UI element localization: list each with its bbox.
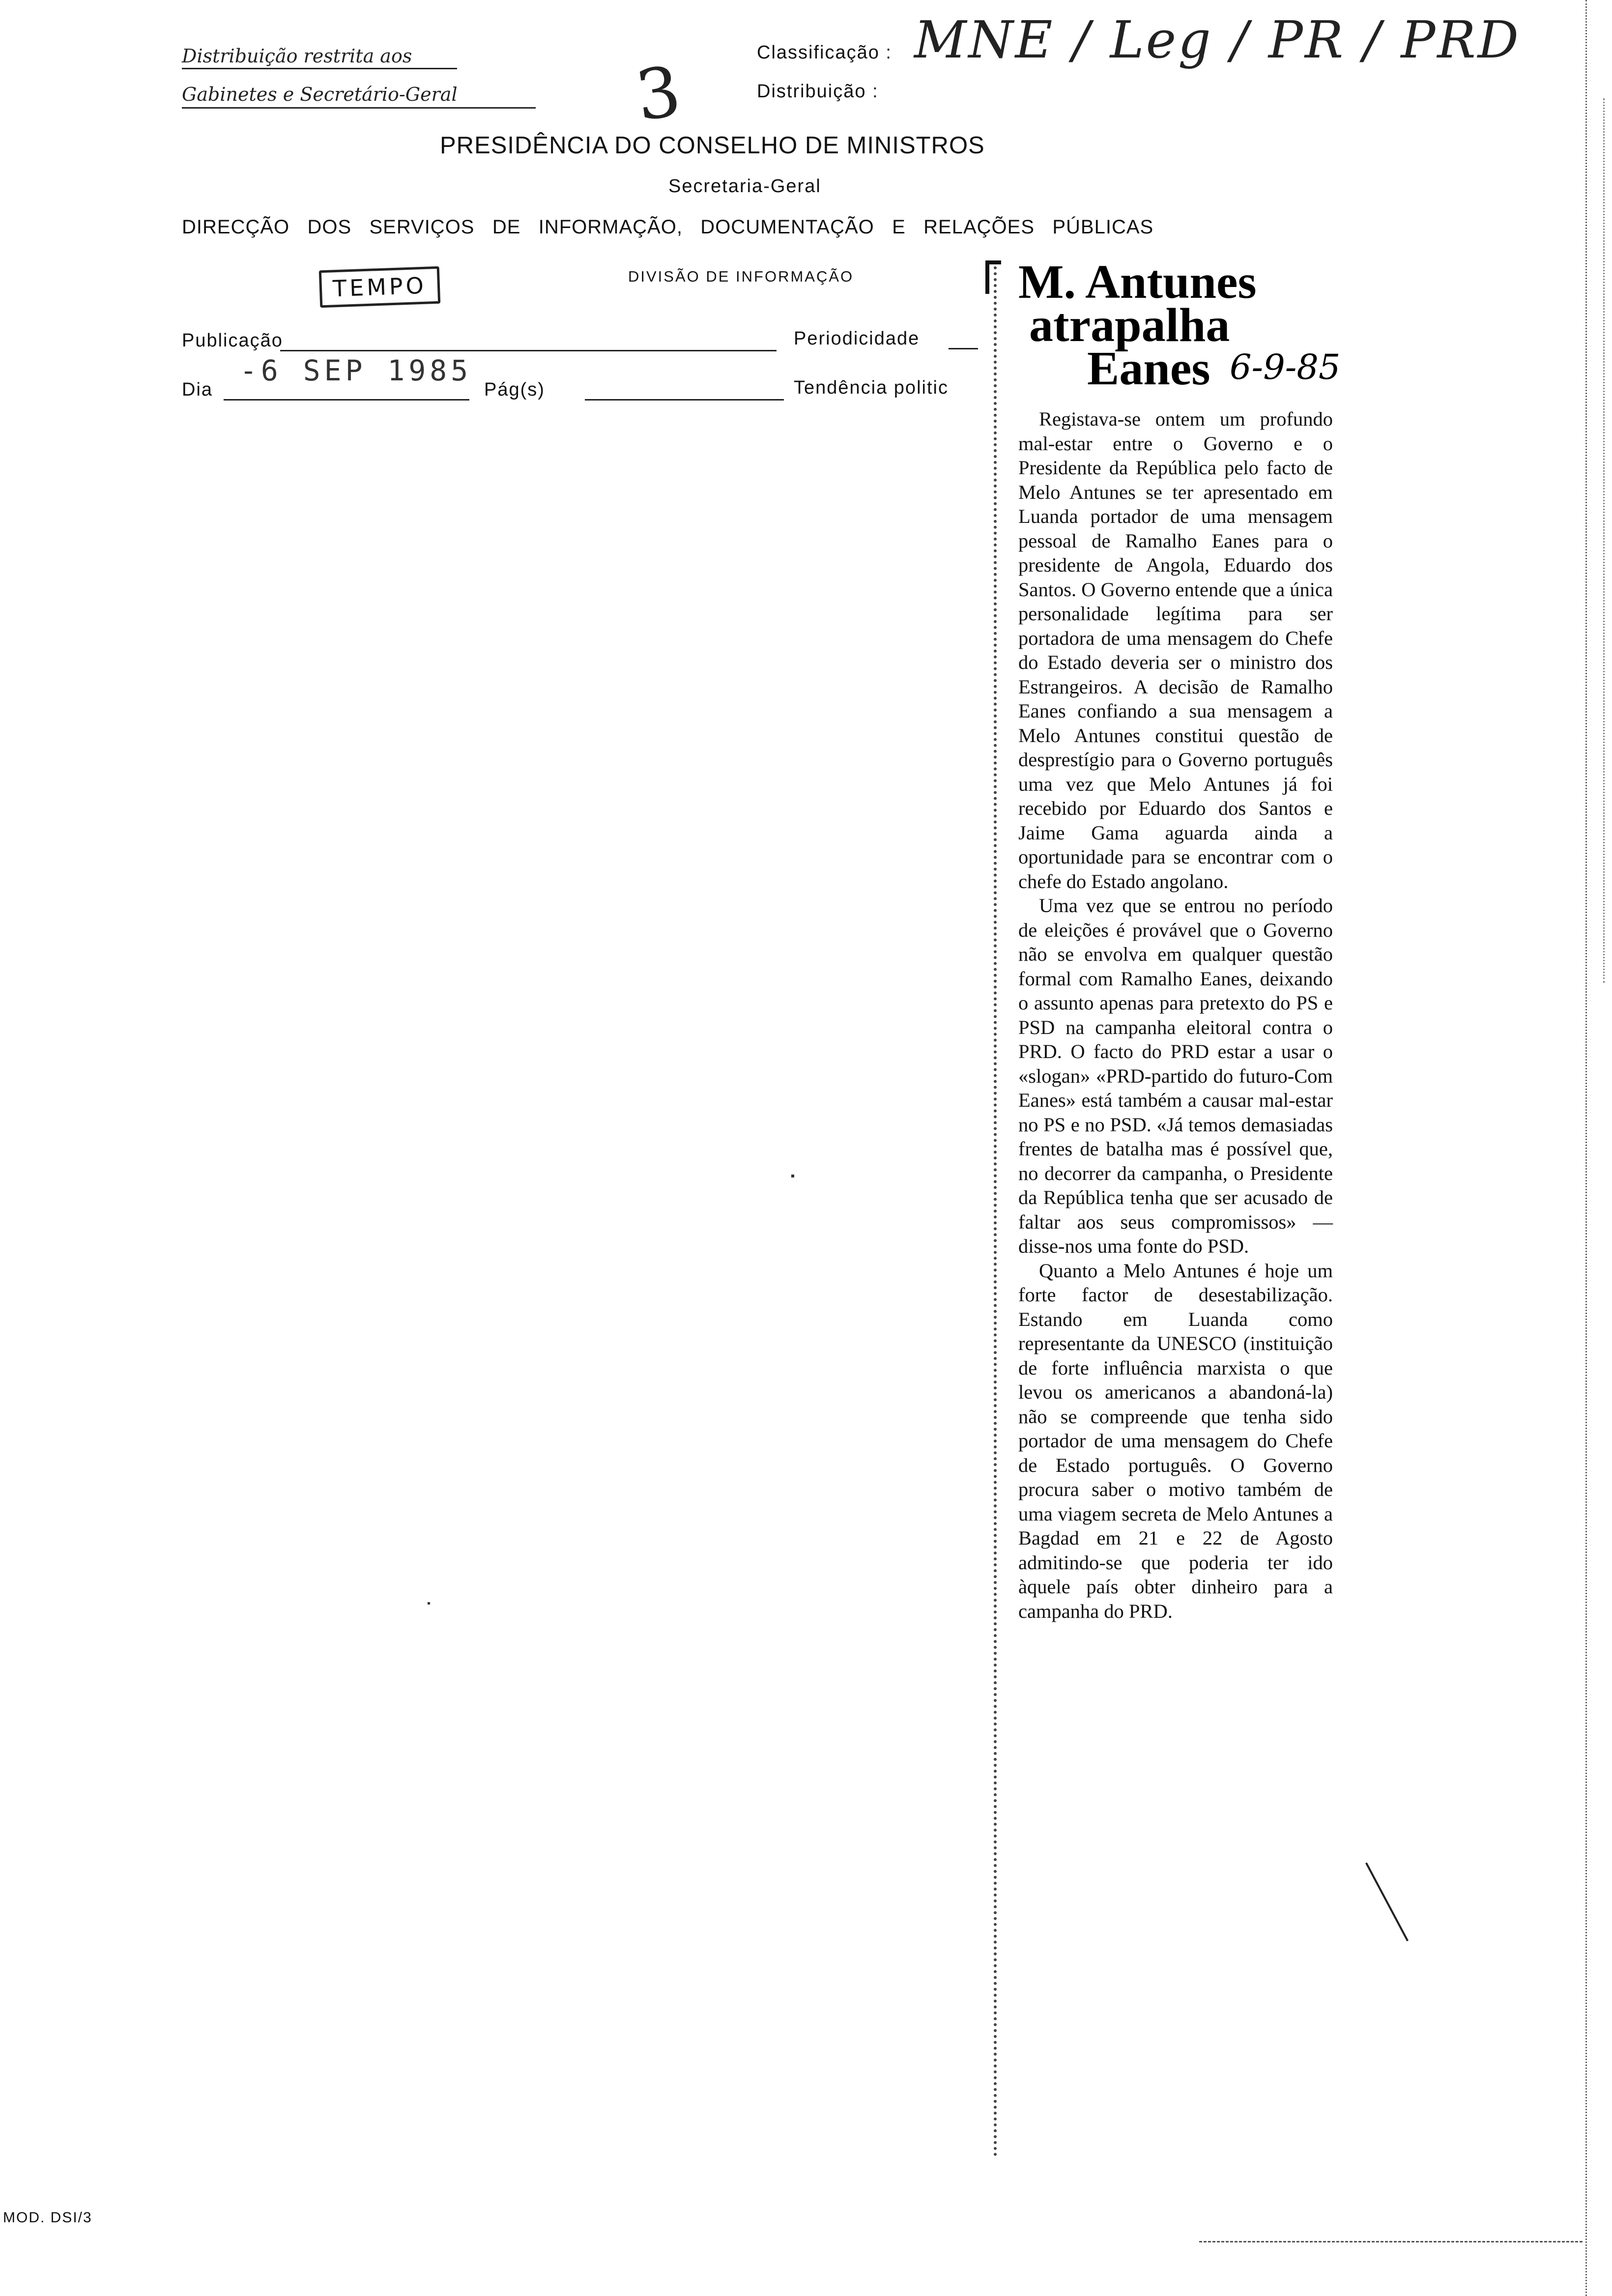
dia-label: Dia xyxy=(182,379,213,400)
distribution-label: Distribuição : xyxy=(757,81,879,102)
article-paragraph-1: Registava-se ontem um profundo mal-estar entre o Governo e o Presidente da República pelo facto de Melo Antunes se ter apresentado em Luanda portador de uma mensagem pessoal de Ramalho Eanes para o presidente de Angola, Eduardo dos Santos. O Governo entende que a única personalidade legítima para ser portadora de uma mensagem do Chefe do Estado deveria ser o ministro dos Estrangeiros. A decisão de Ramalho Eanes confiando a sua mensagem a Melo Antunes constitui questão de desprestígio para o Governo português uma vez que Melo Antunes já foi recebido por Eduardo dos Santos e Jaime Gama aguarda ainda a oportunidade para se encontrar com o chefe do Estado angolano. xyxy=(1018,408,1333,892)
page-edge-right-2 xyxy=(1603,98,1605,983)
tendencia-label: Tendência politic xyxy=(794,377,949,398)
headline-row-3 xyxy=(1018,342,1341,395)
restricted-distribution-line2: Gabinetes e Secretário-Geral xyxy=(182,84,458,105)
restricted-underline-2 xyxy=(182,107,536,109)
dia-stamp-value: -6 SEP 1985 xyxy=(240,354,472,387)
publication-stamp: TEMPO xyxy=(319,266,440,308)
article-body xyxy=(1018,407,1333,1623)
org-subtitle: Secretaria-Geral xyxy=(668,176,821,197)
periodicidade-line xyxy=(949,348,978,349)
clipping-cut-left xyxy=(994,260,997,2157)
page-edge-right xyxy=(1585,0,1587,2296)
pen-stroke-mark xyxy=(1365,1863,1409,1942)
speck-1 xyxy=(791,1175,794,1177)
pags-label: Pág(s) xyxy=(484,379,545,400)
model-code: MOD. DSI/3 xyxy=(3,2210,92,2226)
handwritten-number: 3 xyxy=(631,51,686,137)
classification-handwritten-value: MNE / Leg / PR / PRD xyxy=(914,10,1521,70)
dia-line xyxy=(224,399,469,401)
direction-line: DIRECÇÃO DOS SERVIÇOS DE INFORMAÇÃO, DOCUMENTAÇÃO E RELAÇÕES PÚBLICAS xyxy=(182,216,1154,238)
headline-line-3: Eanes xyxy=(1087,342,1210,395)
pags-line xyxy=(585,399,784,401)
newspaper-clipping xyxy=(1018,256,1341,1623)
publicacao-line xyxy=(280,350,777,351)
headline-line-1: M. Antunes xyxy=(1018,256,1257,309)
handwritten-date: 6-9-85 xyxy=(1230,347,1341,387)
clipping-corner-mark xyxy=(985,260,1001,294)
article-paragraph-3: Quanto a Melo Antunes é hoje um forte factor de desestabilização. Estando em Luanda como representante da UNESCO (instituição de forte influência marxista o que levou os americanos a abandoná-la) não se compreende que tenha sido portador de uma mensagem do Chefe de Estado português. O Governo procura saber o motivo também de uma viagem secreta de Melo Antunes a Bagdad em 21 e 22 de Agosto admitindo-se que poderia ter ido àquele país obter dinheiro para a campanha do PRD. xyxy=(1018,1259,1333,1622)
classification-label: Classificação : xyxy=(757,42,892,63)
division-label: DIVISÃO DE INFORMAÇÃO xyxy=(628,268,854,285)
publicacao-label: Publicação xyxy=(182,330,283,351)
org-title: PRESIDÊNCIA DO CONSELHO DE MINISTROS xyxy=(440,132,985,159)
speck-2 xyxy=(428,1602,430,1605)
restricted-distribution-line1: Distribuição restrita aos xyxy=(182,45,412,67)
headline-line-2: atrapalha xyxy=(1029,299,1230,352)
article-paragraph-2: Uma vez que se entrou no período de eleições é provável que o Governo não se envolva em qualquer questão formal com Ramalho Eanes, deixando o assunto apenas para pretexto do PS e PSD na campanha eleitoral contra o PRD. O facto do PRD estar a usar o «slogan» «PRD-partido do futuro-Com Eanes» está também a causar mal-estar no PS e no PSD. «Já temos demasiadas frentes de batalha mas é possível que, no decorrer da campanha, o Presidente da República tenha que ser acusado de faltar aos seus compromissos» — disse-nos uma fonte do PSD. xyxy=(1018,894,1333,1257)
restricted-underline-1 xyxy=(182,68,457,69)
periodicidade-label: Periodicidade xyxy=(794,328,920,349)
bottom-trim-line xyxy=(1199,2241,1583,2242)
